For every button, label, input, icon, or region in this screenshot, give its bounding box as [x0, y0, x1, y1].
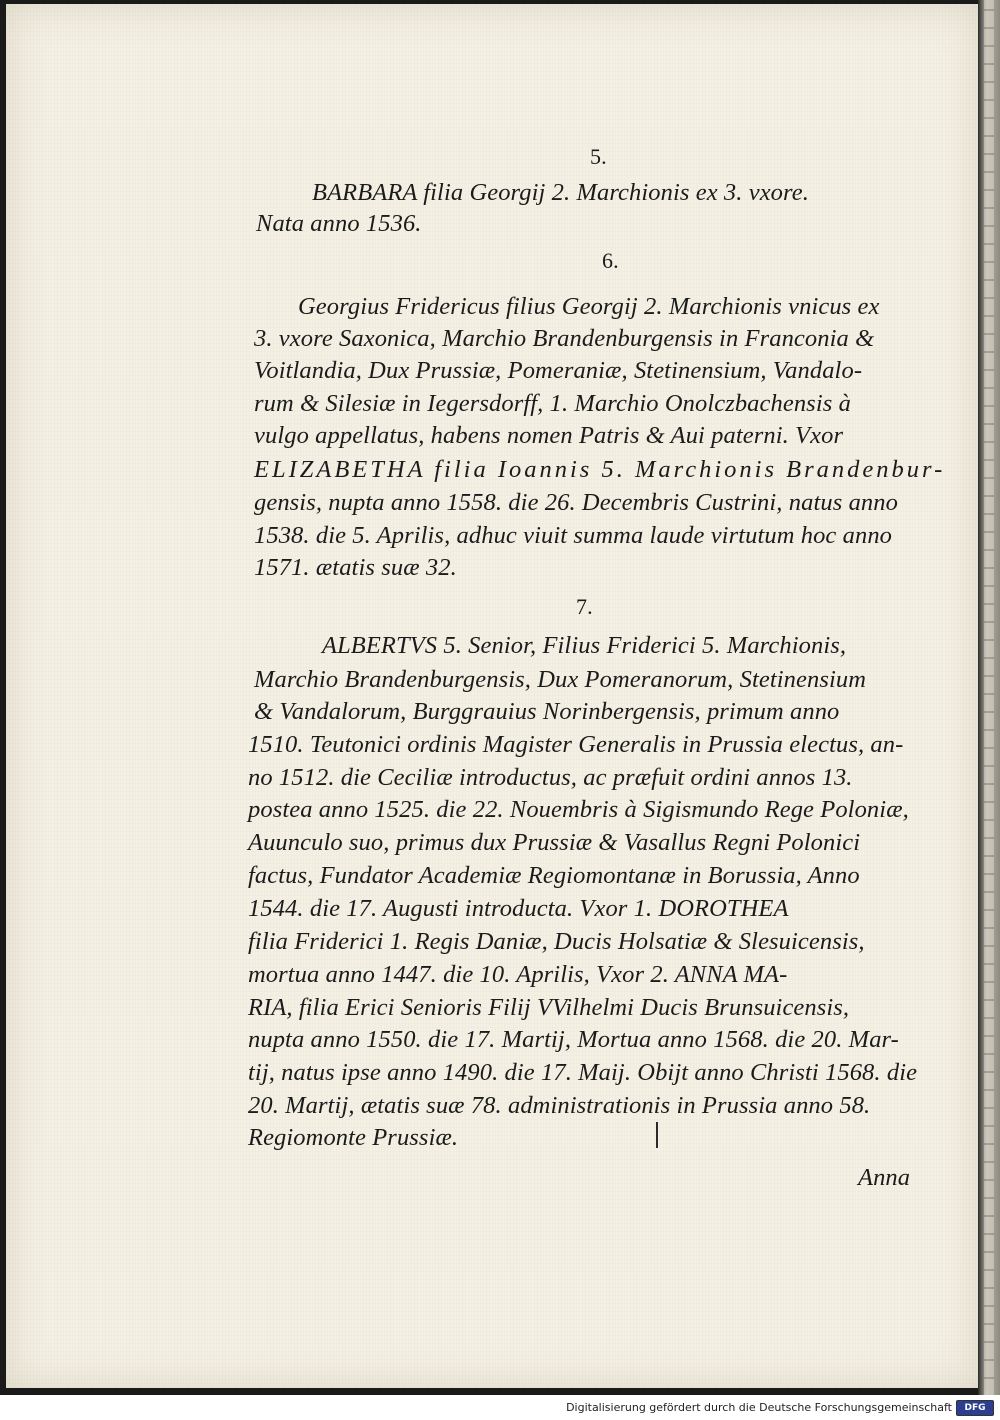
text-line: & Vandalorum, Burggrauius Norinbergensis, primum anno: [254, 698, 840, 725]
text-line: RIA, filia Erici Senioris Filij VVilhelmi Ducis Brunsuicensis,: [248, 994, 850, 1021]
text-line: no 1512. die Ceciliæ introductus, ac præfuit ordini annos 13.: [248, 764, 853, 791]
text-line: 1571. ætatis suæ 32.: [254, 554, 457, 581]
text-line: Georgius Fridericus filius Georgij 2. Marchionis vnicus ex: [298, 293, 880, 320]
text-line: Voitlandia, Dux Prussiæ, Pomeraniæ, Stetinensium, Vandalo-: [254, 357, 863, 384]
text-line: 3. vxore Saxonica, Marchio Brandenburgensis in Franconia &: [254, 325, 875, 352]
text-line: 1510. Teutonici ordinis Magister Generalis in Prussia electus, an-: [248, 731, 904, 758]
dfg-logo-icon[interactable]: DFG: [956, 1400, 994, 1416]
catchword: Anna: [858, 1164, 911, 1191]
footer-bar: [0, 1395, 1000, 1420]
text-line: Regiomonte Prussiæ.: [248, 1124, 459, 1151]
text-line: ELIZABETHA filia Ioannis 5. Marchionis Brandenbur-: [254, 456, 946, 483]
signature-mark: [656, 1122, 658, 1148]
text-line: ALBERTVS 5. Senior, Filius Friderici 5. Marchionis,: [322, 632, 847, 659]
text-line: vulgo appellatus, habens nomen Patris & Aui paterni. Vxor: [254, 422, 844, 449]
text-line: mortua anno 1447. die 10. Aprilis, Vxor 2. ANNA MA-: [248, 961, 788, 988]
text-line: rum & Silesiæ in Iegersdorff, 1. Marchio Onolczbachensis à: [254, 390, 851, 417]
text-line: Nata anno 1536.: [256, 210, 422, 237]
book-page: [6, 4, 978, 1388]
text-line: 20. Martij, ætatis suæ 78. administrationis in Prussia anno 58.: [248, 1092, 871, 1119]
text-line: tij, natus ipse anno 1490. die 17. Maij. Obijt anno Christi 1568. die: [248, 1059, 918, 1086]
section-number-7: 7.: [576, 594, 593, 619]
text-line: BARBARA filia Georgij 2. Marchionis ex 3. vxore.: [312, 179, 809, 206]
section-number-6: 6.: [602, 248, 619, 273]
text-line: postea anno 1525. die 22. Nouembris à Sigismundo Rege Poloniæ,: [248, 796, 909, 823]
text-line: gensis, nupta anno 1558. die 26. Decembris Custrini, natus anno: [254, 489, 898, 516]
text-line: Marchio Brandenburgensis, Dux Pomeranorum, Stetinensium: [254, 666, 867, 693]
text-line: factus, Fundator Academiæ Regiomontanæ in Borussia, Anno: [248, 862, 860, 889]
text-line: nupta anno 1550. die 17. Martij, Mortua anno 1568. die 20. Mar-: [248, 1026, 899, 1053]
footer-credit: Digitalisierung gefördert durch die Deutsche Forschungsgemeinschaft: [566, 1401, 952, 1414]
section-number-5: 5.: [590, 144, 607, 169]
text-line: 1544. die 17. Augusti introducta. Vxor 1. DOROTHEA: [248, 895, 789, 922]
text-line: 1538. die 5. Aprilis, adhuc viuit summa laude virtutum hoc anno: [254, 522, 893, 549]
text-line: Auunculo suo, primus dux Prussiæ & Vasallus Regni Polonici: [248, 829, 861, 856]
scan-ruler: [984, 0, 994, 1395]
text-line: filia Friderici 1. Regis Daniæ, Ducis Holsatiæ & Slesuicensis,: [248, 928, 865, 955]
